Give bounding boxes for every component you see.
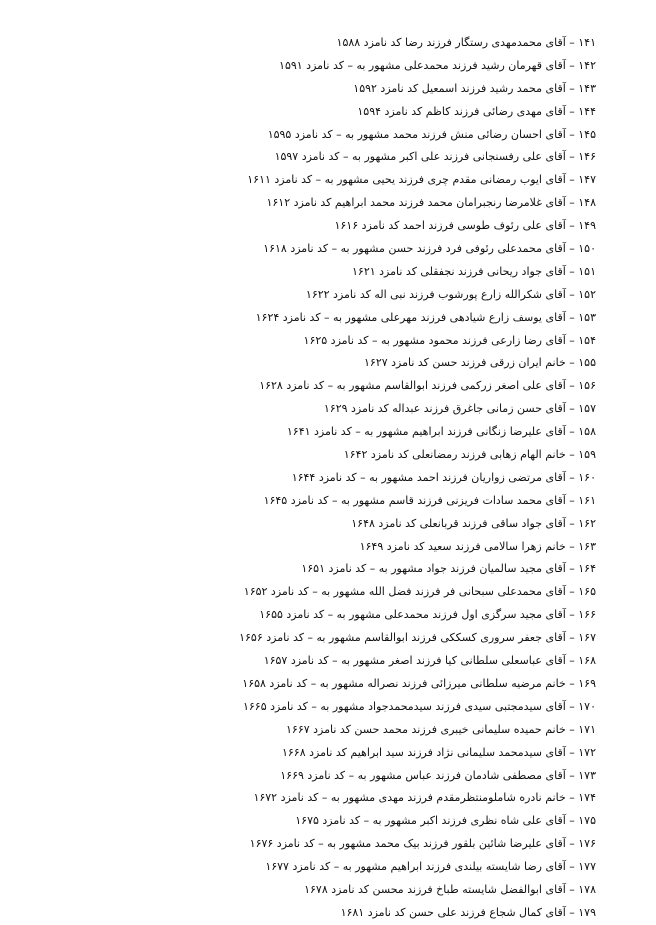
list-item: ۱۷۹ – آقای کمال شجاع فرزند علی حسن کد نامزد ۱۶۸۱ xyxy=(340,905,596,919)
list-item: ۱۵۰ – آقای محمدعلی رئوفی فرد فرزند حسن مشهور به – کد نامزد ۱۶۱۸ xyxy=(263,242,596,256)
list-item: ۱۶۷ – آقای جعفر سروری کسککی فرزند ابوالقاسم مشهور به – کد نامزد ۱۶۵۶ xyxy=(239,631,596,645)
list-item: ۱۷۴ – خانم نادره شاملومنتظرمقدم فرزند مهدی مشهور به – کد نامزد ۱۶۷۲ xyxy=(253,791,596,805)
list-item: ۱۴۳ – آقای محمد رشید فرزند اسمعیل کد نامزد ۱۵۹۲ xyxy=(353,81,596,95)
list-item: ۱۵۱ – آقای جواد ریحانی فرزند نجفقلی کد نامزد ۱۶۲۱ xyxy=(352,264,596,278)
list-item: ۱۵۴ – آقای رضا زارعی فرزند محمود مشهور به – کد نامزد ۱۶۲۵ xyxy=(303,333,596,347)
list-item: ۱۴۵ – آقای احسان رضائی منش فرزند محمد مشهور به – کد نامزد ۱۵۹۵ xyxy=(267,127,596,141)
list-item: ۱۷۲ – آقای سیدمحمد سلیمانی نژاد فرزند سید ابراهیم کد نامزد ۱۶۶۸ xyxy=(281,745,596,759)
list-item: ۱۶۸ – آقای عباسعلی سلطانی کیا فرزند اصغر مشهور به – کد نامزد ۱۶۵۷ xyxy=(263,654,596,668)
list-item: ۱۴۸ – آقای غلامرضا رنجبرامان محمد فرزند محمد ابراهیم کد نامزد ۱۶۱۲ xyxy=(266,196,596,210)
list-item: ۱۴۴ – آقای مهدی رضائی فرزند کاظم کد نامزد ۱۵۹۴ xyxy=(357,104,596,118)
list-item: ۱۶۳ – خانم زهرا سالامی فرزند سعید کد نامزد ۱۶۴۹ xyxy=(359,539,596,553)
list-item: ۱۷۰ – آقای سیدمجتبی سیدی فرزند سیدمحمدجواد مشهور به – کد نامزد ۱۶۶۵ xyxy=(242,699,596,713)
list-item: ۱۴۲ – آقای قهرمان رشید فرزند محمدعلی مشهور به – کد نامزد ۱۵۹۱ xyxy=(279,58,596,72)
list-item: ۱۶۲ – آقای جواد ساقی فرزند قربانعلی کد نامزد ۱۶۴۸ xyxy=(351,516,596,530)
list-item: ۱۷۳ – آقای مصطفی شادمان فرزند عباس مشهور به – کد نامزد ۱۶۶۹ xyxy=(280,768,596,782)
candidate-list xyxy=(36,32,596,925)
list-item: ۱۷۸ – آقای ابوالفضل شایسته طباخ فرزند محسن کد نامزد ۱۶۷۸ xyxy=(304,882,596,896)
list-item: ۱۵۸ – آقای علیرضا زنگانی فرزند ابراهیم مشهور به – کد نامزد ۱۶۴۱ xyxy=(286,425,596,439)
list-item: ۱۷۱ – خانم حمیده سلیمانی خیبری فرزند محمد حسن کد نامزد ۱۶۶۷ xyxy=(286,722,596,736)
list-item: ۱۴۶ – آقای علی رفسنجانی فرزند علی اکبر مشهور به – کد نامزد ۱۵۹۷ xyxy=(274,150,596,164)
list-item: ۱۷۷ – آقای رضا شایسته بیلندی فرزند ابراهیم مشهور به – کد نامزد ۱۶۷۷ xyxy=(265,860,596,874)
list-item: ۱۵۹ – خانم الهام زهابی فرزند رمضانعلی کد نامزد ۱۶۴۲ xyxy=(343,448,596,462)
list-item: ۱۴۹ – آقای علی رئوف طوسی فرزند احمد کد نامزد ۱۶۱۶ xyxy=(334,219,596,233)
list-item: ۱۷۵ – آقای علی شاه نظری فرزند اکبر مشهور به – کد نامزد ۱۶۷۵ xyxy=(295,814,596,828)
list-item: ۱۵۳ – آقای یوسف زارع شیادهی فرزند مهرعلی مشهور به – کد نامزد ۱۶۲۴ xyxy=(255,310,596,324)
list-item: ۱۶۰ – آقای مرتضی زواریان فرزند احمد مشهور به – کد نامزد ۱۶۴۴ xyxy=(291,470,596,484)
list-item: ۱۶۵ – آقای محمدعلی سبحانی فر فرزند فضل الله مشهور به – کد نامزد ۱۶۵۲ xyxy=(243,585,596,599)
list-item: ۱۶۱ – آقای محمد سادات فریزنی فرزند قاسم مشهور به – کد نامزد ۱۶۴۵ xyxy=(263,493,596,507)
list-item: ۱۴۷ – آقای ایوب رمضانی مقدم چری فرزند یحیی مشهور به – کد نامزد ۱۶۱۱ xyxy=(247,173,596,187)
list-item: ۱۶۹ – خانم مرضیه سلطانی میرزائی فرزند نصراله مشهور به – کد نامزد ۱۶۵۸ xyxy=(242,676,596,690)
list-item: ۱۵۶ – آقای علی اصغر زرکمی فرزند ابوالقاسم مشهور به – کد نامزد ۱۶۲۸ xyxy=(259,379,596,393)
list-item: ۱۷۶ – آقای علیرضا شائین بلقور فرزند بیک محمد مشهور به – کد نامزد ۱۶۷۶ xyxy=(249,837,596,851)
list-item: ۱۶۶ – آقای مجید سرگزی اول فرزند محمدعلی مشهور به – کد نامزد ۱۶۵۵ xyxy=(259,608,596,622)
list-item: ۱۵۵ – خانم ایران زرقی فرزند حسن کد نامزد ۱۶۲۷ xyxy=(364,356,596,370)
list-item: ۱۵۲ – آقای شکرالله زارع پورشوب فرزند نبی اله کد نامزد ۱۶۲۲ xyxy=(305,287,596,301)
list-item: ۱۵۷ – آقای حسن زمانی جاغرق فرزند عبداله کد نامزد ۱۶۲۹ xyxy=(323,402,596,416)
list-item: ۱۴۱ – آقای محمدمهدی رستگار فرزند رضا کد نامزد ۱۵۸۸ xyxy=(336,36,596,49)
list-item: ۱۶۴ – آقای مجید سالمیان فرزند جواد مشهور به – کد نامزد ۱۶۵۱ xyxy=(301,562,596,576)
